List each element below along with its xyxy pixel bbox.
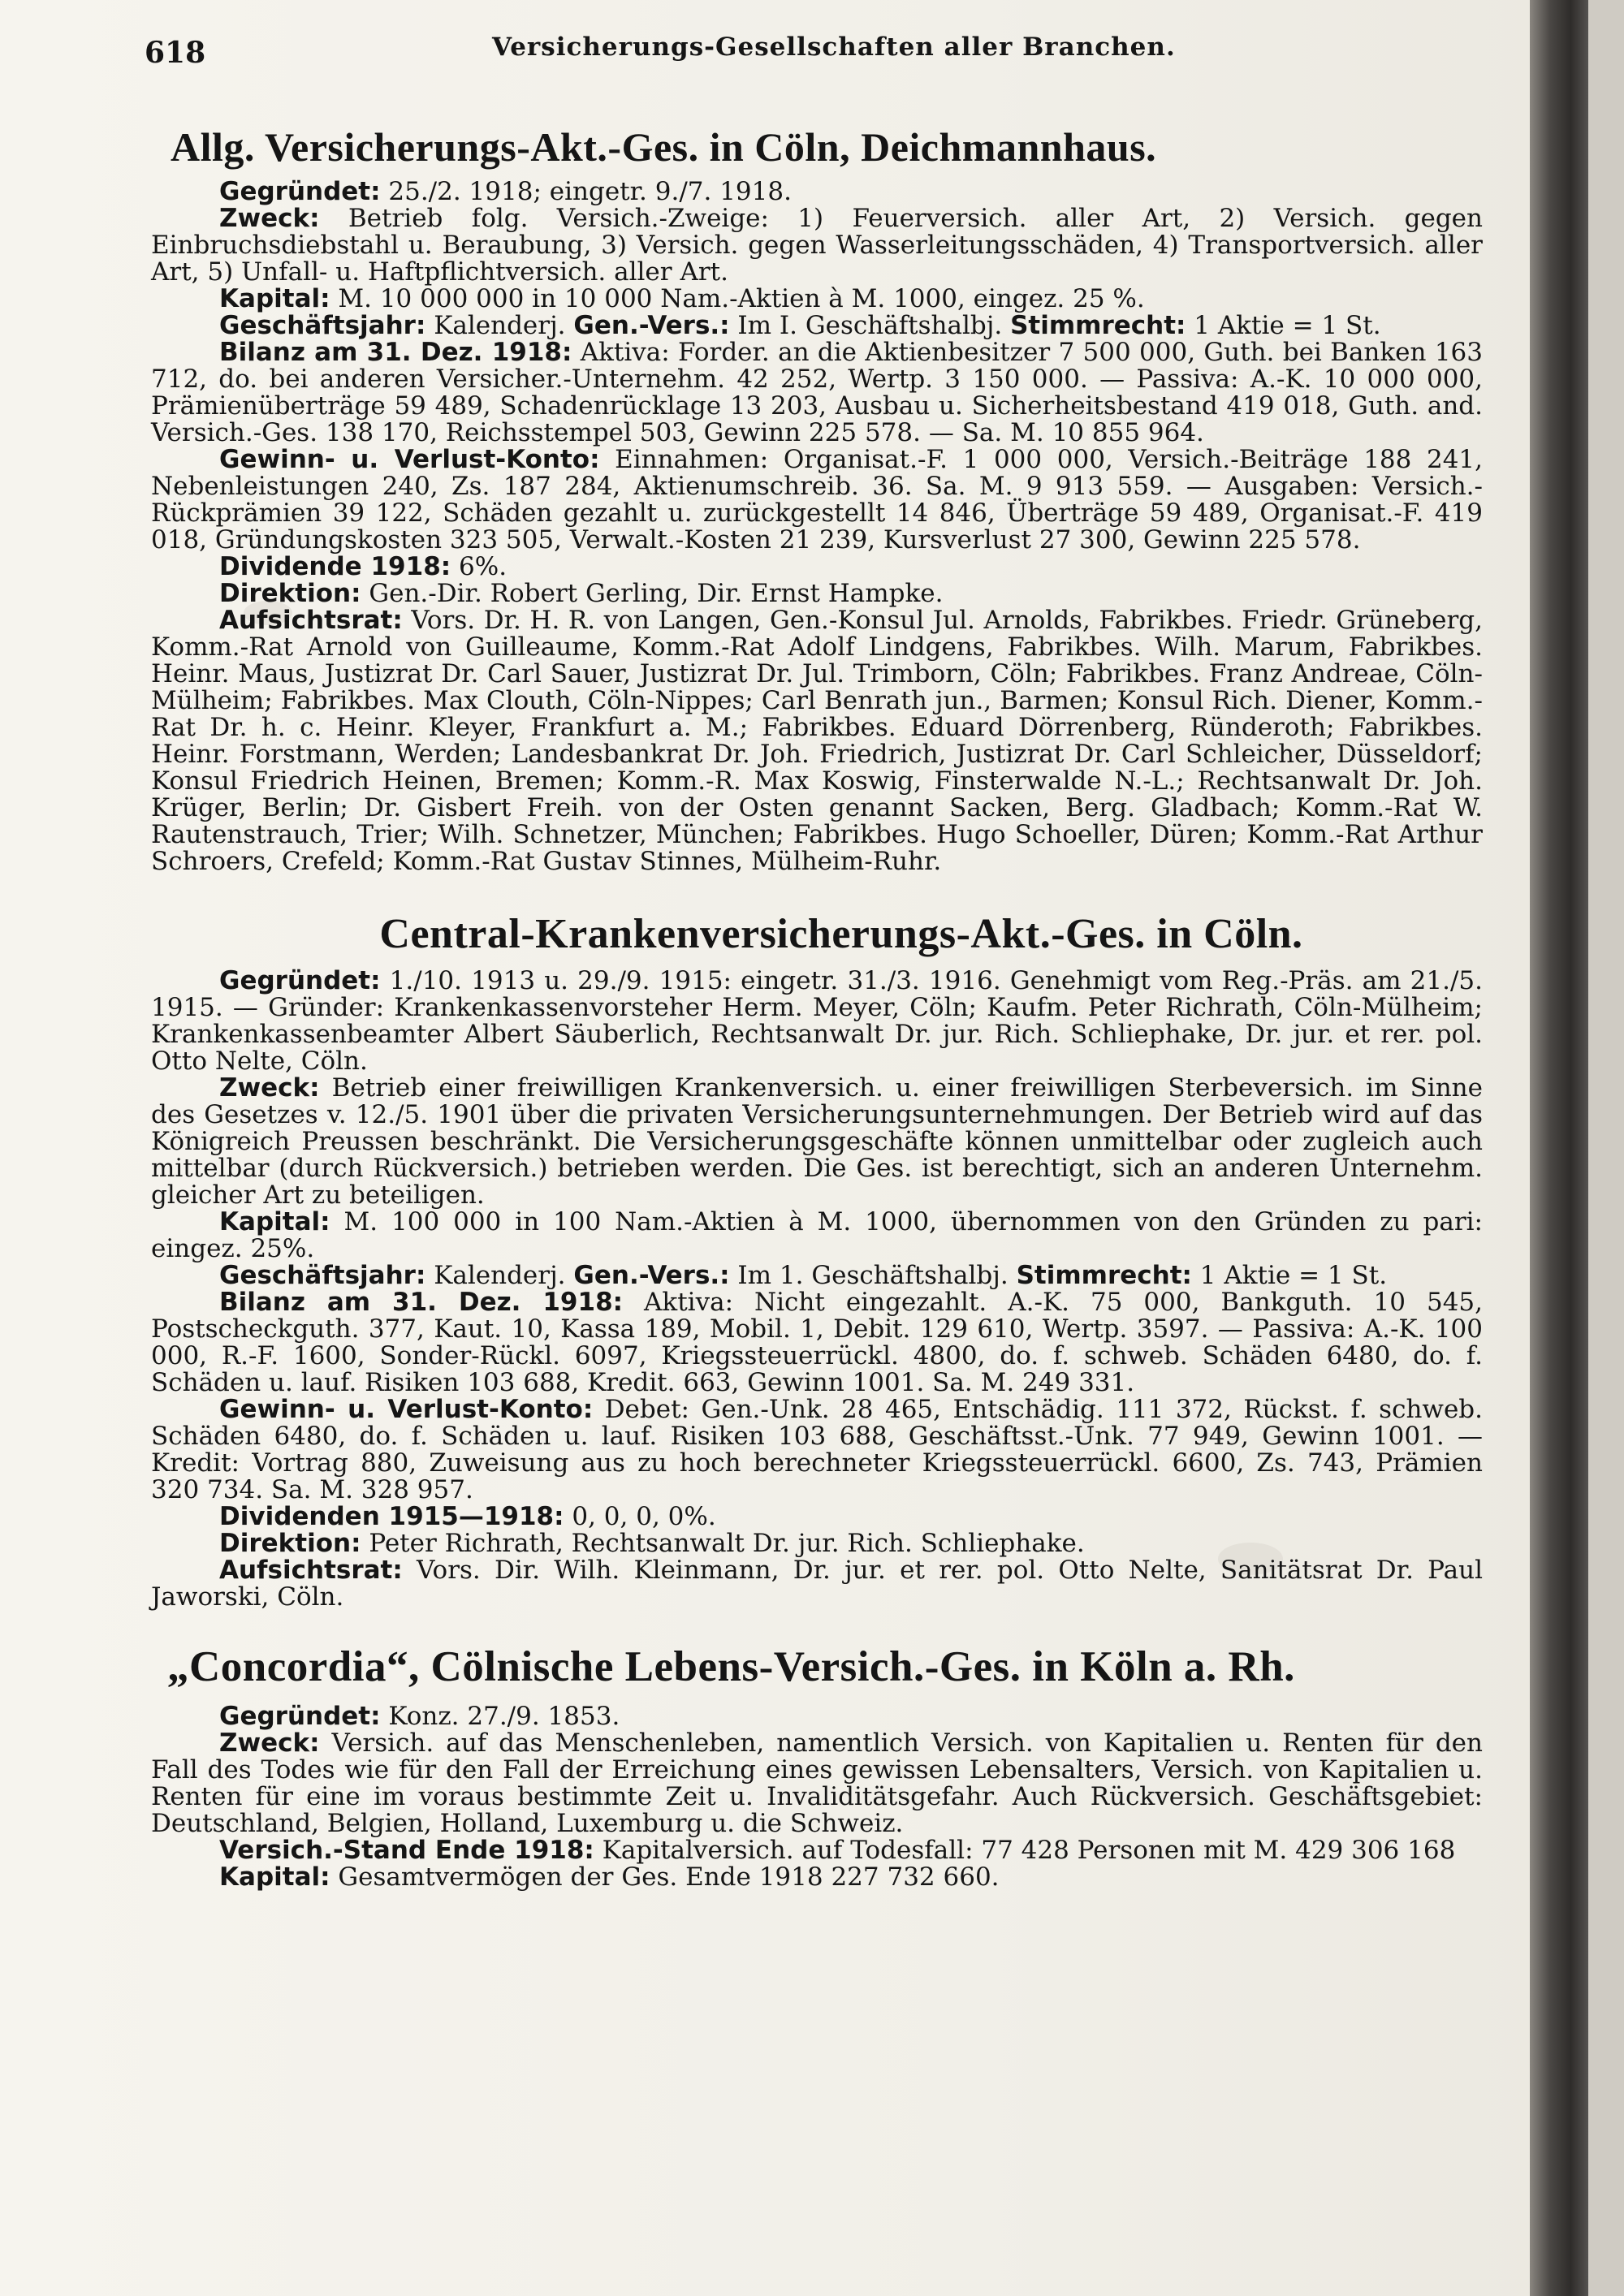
supervisory-board-paragraph: Aufsichtsrat: Vors. Dr. H. R. von Langen, Gen.-Konsul Jul. Arnolds, Fabrikbes. Friedr. Grüneberg, Komm.-Rat Arnold von Guilleaume, Komm.-Rat Adolf Lindgens, Fabrikbes. Wilh. Marum, Fabrikbes. Heinr. Maus, Justizrat Dr. Carl Sauer, Justizrat Dr. Jul. Trimborn, Cöln; Fabrikbes. Franz Andreae, Cöln-Mülheim; Fabrikbes. Max Clouth, Cöln-Nippes; Carl Benrath jun., Barmen; Konsul Rich. Diener, Komm.-Rat Dr. h. c. Heinr. Kleyer, Frankfurt a. M.; Fabrikbes. Eduard Dörrenberg, Ründeroth; Fabrikbes. Heinr. Forstmann, Werden; Landesbankrat Dr. Joh. Friedrich, Justizrat Dr. Carl Schleicher, Düsseldorf; Konsul Friedrich Heinen, Bremen; Komm.-R. Max Koswig, Finsterwalde N.-L.; Rechtsanwalt Dr. Joh. Krüger, Berlin; Dr. Gisbert Freih. von der Osten genannt Sacken, Berg. Gladbach; Komm.-Rat W. Rautenstrauch, Trier; Wilh. Schnetzer, München; Fabrikbes. Hugo Schoeller, Düren; Komm.-Rat Arthur Schroers, Crefeld; Komm.-Rat Gustav Stinnes, Mülheim-Ruhr. [151, 606, 1483, 876]
purpose-paragraph: Zweck: Versich. auf das Menschenleben, namentlich Versich. von Kapitalien u. Renten für den Fall des Todes wie für den Fall der Erreichung eines gewissen Lebensalters, Versich. von Kapitalien u. Renten für eine im voraus bestimmte Zeit u. Invaliditätsgefahr. Auch Rückversich. Geschäftsgebiet: Deutschland, Belgien, Holland, Luxemburg u. die Schweiz. [151, 1728, 1483, 1838]
supervisory-board-paragraph: Aufsichtsrat: Vors. Dir. Wilh. Kleinmann, Dr. jur. et rer. pol. Otto Nelte, Sanitätsrat Dr. Paul Jaworski, Cöln. [151, 1556, 1483, 1612]
company-heading: Allg. Versicherungs-Akt.-Ges. in Cöln, Deichmannhaus. [171, 124, 1157, 170]
running-head [145, 24, 1483, 81]
dividend-paragraph: Dividende 1918: 6%. [219, 552, 508, 581]
capital-paragraph: Kapital: M. 10 000 000 in 10 000 Nam.-Aktien à M. 1000, eingez. 25 %. [219, 284, 1145, 313]
company-entry-central-kranken [151, 909, 1483, 1611]
fiscal-year-paragraph: Geschäftsjahr: Kalenderj. Gen.-Vers.: Im I. Geschäftshalbj. Stimmrecht: 1 Aktie = 1 St. [219, 311, 1381, 340]
profit-loss-paragraph: Gewinn- u. Verlust-Konto: Debet: Gen.-Unk. 28 465, Entschädig. 111 372, Rückst. f. schweb. Schäden 6480, do. f. Schäden u. lauf. Risiken 103 688, Geschäftsst.-Unk. 77 949, Gewinn 1001. — Kredit: Vortrag 880, Zuweisung aus zu hoch berechneter Kriegssteuerrückl. 6600, Zs. 743, Prämien 320 734. Sa. M. 328 957. [151, 1395, 1483, 1504]
balance-sheet-paragraph: Bilanz am 31. Dez. 1918: Aktiva: Nicht eingezahlt. A.-K. 75 000, Bankguth. 10 545, Postscheckguth. 377, Kaut. 10, Kassa 189, Mobil. 1, Debit. 129 610, Wertp. 3597. — Passiva: A.-K. 100 000, R.-F. 1600, Sonder-Rückl. 6097, Kriegssteuerrückl. 4800, do. f. schweb. Schäden 6480, do. f. Schäden u. lauf. Risiken 103 688, Kredit. 663, Gewinn 1001. Sa. M. 249 331. [151, 1288, 1483, 1397]
purpose-paragraph: Zweck: Betrieb einer freiwilligen Krankenversich. u. einer freiwilligen Sterbeversich. im Sinne des Gesetzes v. 12./5. 1901 über die privaten Versicherungsunternehmungen. Der Betrieb wird auf das Königreich Preussen beschränkt. Die Versicherungsgeschäfte können unmittelbar oder zugleich auch mittelbar (durch Rückversich.) betrieben werden. Die Ges. ist berechtigt, sich an anderen Unternehm. gleicher Art zu beteiligen. [151, 1073, 1483, 1210]
purpose-paragraph: Zweck: Betrieb folg. Versich.-Zweige: 1) Feuerversich. aller Art, 2) Versich. gegen Einbruchsdiebstahl u. Beraubung, 3) Versich. gegen Wasserleitungsschäden, 4) Transportversich. aller Art, 5) Unfall- u. Haftpflichtversich. aller Art. [151, 204, 1483, 287]
company-heading: „Concordia“, Cölnische Lebens-Versich.-Ges. in Köln a. Rh. [167, 1643, 1295, 1690]
page-content [145, 24, 1484, 1892]
management-paragraph: Direktion: Gen.-Dir. Robert Gerling, Dir. Ernst Hampke. [219, 579, 944, 608]
page-edge [1588, 0, 1624, 2296]
capital-paragraph: Kapital: M. 100 000 in 100 Nam.-Aktien à M. 1000, übernommen von den Gründen zu pari: eingez. 25%. [151, 1207, 1483, 1263]
balance-sheet-paragraph: Bilanz am 31. Dez. 1918: Aktiva: Forder. an die Aktienbesitzer 7 500 000, Guth. bei Banken 163 712, do. bei anderen Versicher.-Unternehm. 42 252, Wertp. 3 150 000. — Passiva: A.-K. 10 000 000, Prämienüberträge 59 489, Schadenrücklage 13 203, Ausbau u. Sicherheitsbestand 419 018, Guth. and. Versich.-Ges. 138 170, Reichsstempel 503, Gewinn 225 578. — Sa. M. 10 855 964. [151, 338, 1483, 447]
founded-paragraph: Gegründet: 1./10. 1913 u. 29./9. 1915: eingetr. 31./3. 1916. Genehmigt vom Reg.-Präs. am 21./5. 1915. — Gründer: Krankenkassenvorsteher Herm. Meyer, Cöln; Kaufm. Peter Richrath, Cöln-Mülheim; Krankenkassenbeamter Albert Säuberlich, Rechtsanwalt Dr. jur. Rich. Schliephake, Dr. jur. et rer. pol. Otto Nelte, Cöln. [151, 966, 1483, 1076]
founded-paragraph: Gegründet: Konz. 27./9. 1853. [219, 1702, 620, 1731]
insurance-status-paragraph: Versich.-Stand Ende 1918: Kapitalversich. auf Todesfall: 77 428 Personen mit M. 429 306 168 [219, 1836, 1456, 1865]
running-title: Versicherungs-Gesellschaften aller Branchen. [492, 32, 1176, 62]
founded-paragraph: Gegründet: 25./2. 1918; eingetr. 9./7. 1918. [219, 177, 792, 206]
fiscal-year-paragraph: Geschäftsjahr: Kalenderj. Gen.-Vers.: Im 1. Geschäftshalbj. Stimmrecht: 1 Aktie = 1 St. [219, 1261, 1388, 1290]
company-entry-allg-versicherungs [151, 122, 1483, 875]
profit-loss-paragraph: Gewinn- u. Verlust-Konto: Einnahmen: Organisat.-F. 1 000 000, Versich.-Beiträge 188 241, Nebenleistungen 240, Zs. 187 284, Aktienumschreib. 36. Sa. M. 9 913 559. — Ausgaben: Versich.-Rückprämien 39 122, Schäden gezahlt u. zurückgestellt 14 846, Überträge 59 489, Organisat.-F. 419 018, Gründungskosten 323 505, Verwalt.-Kosten 21 239, Kursverlust 27 300, Gewinn 225 578. [151, 445, 1484, 555]
management-paragraph: Direktion: Peter Richrath, Rechtsanwalt Dr. jur. Rich. Schliephake. [219, 1529, 1085, 1558]
dividend-paragraph: Dividenden 1915—1918: 0, 0, 0, 0%. [219, 1502, 716, 1531]
company-entry-concordia [151, 1642, 1483, 1891]
page-number: 618 [145, 36, 206, 70]
company-heading: Central-Krankenversicherungs-Akt.-Ges. in Cöln. [379, 911, 1303, 957]
book-spine-shadow [1530, 0, 1588, 2296]
capital-paragraph: Kapital: Gesamtvermögen der Ges. Ende 1918 227 732 660. [219, 1862, 1000, 1892]
